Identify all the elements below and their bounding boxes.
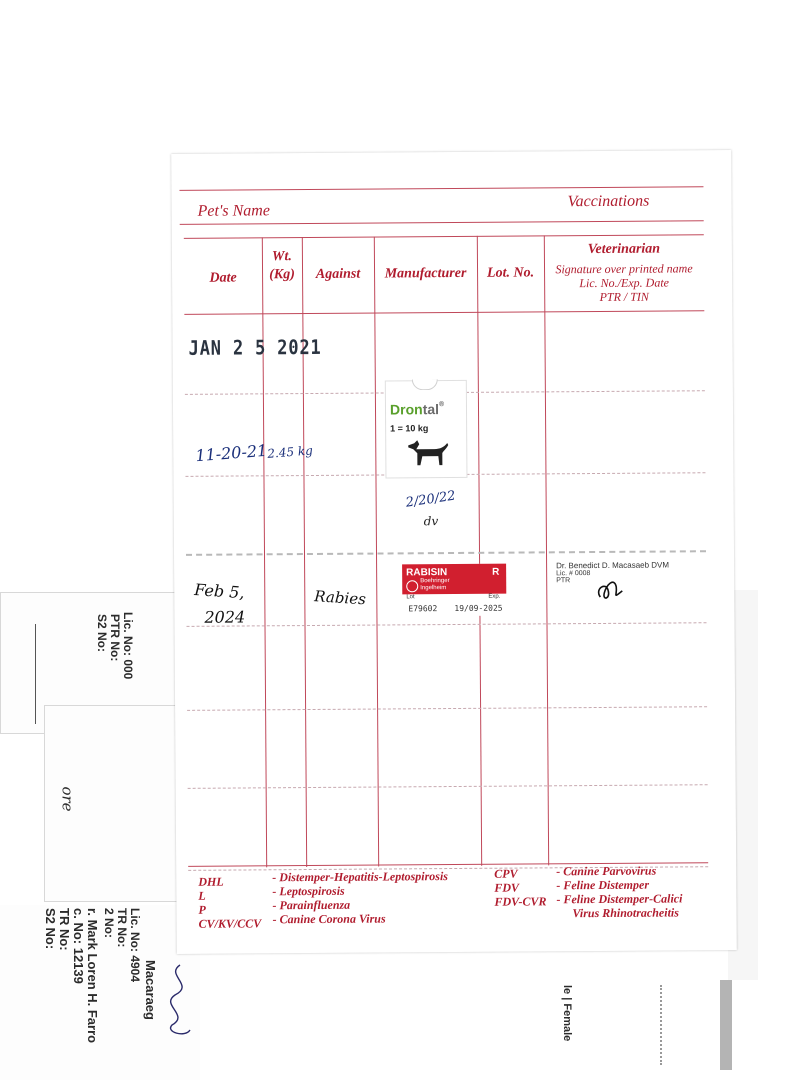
rabisin-lot-label: Lot bbox=[406, 594, 415, 601]
legend-left-abbr-2: P bbox=[198, 902, 206, 917]
row4-date-line1: Feb 5, bbox=[193, 580, 246, 603]
rabisin-reg: R bbox=[492, 566, 500, 578]
vet-stamp bbox=[556, 560, 670, 602]
left-receipt-text-1: Lic. No: 000 bbox=[121, 612, 135, 680]
legend-left-desc-0: - Distemper-Hepatitis-Leptospirosis bbox=[272, 869, 448, 885]
legend-right-abbr-2: FDV-CVR bbox=[494, 894, 547, 909]
drontal-brand-grey: tal bbox=[422, 401, 440, 418]
left-receipt-text-2: PTR No: bbox=[108, 614, 122, 662]
rabisin-lot-value: E79602 bbox=[408, 604, 438, 614]
drontal-reg: ® bbox=[438, 401, 445, 409]
vet-stamp-ptr: PTR bbox=[556, 577, 571, 585]
legend-right-abbr-0: CPV bbox=[494, 866, 518, 881]
header-vet-line1: Signature over printed name bbox=[555, 261, 693, 277]
vet-tr-line: TR No: bbox=[57, 908, 72, 951]
header-top-rule bbox=[179, 186, 703, 191]
vet-signature-icon bbox=[592, 571, 632, 605]
legend-left-desc-2: - Parainfluenza bbox=[272, 897, 351, 913]
signature-scribble-icon bbox=[160, 960, 200, 1040]
header-veterinarian: Veterinarian bbox=[587, 241, 661, 258]
header-date: Date bbox=[209, 270, 237, 286]
legend-left-desc-3: - Canine Corona Virus bbox=[272, 911, 386, 927]
row2-date-handwritten: 11-20-21 bbox=[194, 440, 268, 466]
boehringer-logo-icon bbox=[406, 580, 418, 592]
vet-lic-line: c. No: 12139 bbox=[71, 908, 86, 984]
drontal-sticker bbox=[385, 380, 468, 479]
bottom-receipt-text-3: 2 No: bbox=[102, 908, 116, 938]
legend-left-abbr-0: DHL bbox=[198, 874, 224, 889]
legend-right-abbr-1: FDV bbox=[494, 880, 520, 895]
drontal-brand-green: Dron bbox=[389, 401, 423, 418]
row4-date-line2: 2024 bbox=[204, 607, 246, 627]
date-stamp: JAN 2 5 2021 bbox=[188, 334, 322, 360]
header-kg: (Kg) bbox=[269, 267, 295, 283]
vet-stamp-name: Dr. Benedict D. Macasaeb DVM bbox=[556, 560, 670, 571]
header-against: Against bbox=[315, 266, 361, 282]
rabisin-maker1: Boehringer bbox=[420, 578, 450, 585]
left-receipt-line bbox=[35, 624, 37, 724]
pets-name-label: Pet's Name bbox=[197, 202, 270, 220]
bottom-receipt-text-1: Lic. No: 4904 bbox=[128, 908, 142, 983]
rabisin-exp-value: 19/09-2025 bbox=[454, 603, 503, 613]
vaccination-card bbox=[171, 150, 737, 954]
rabisin-exp-label: Exp. bbox=[488, 593, 501, 600]
header-vet-line2: Lic. No./Exp. Date bbox=[579, 275, 670, 291]
rabisin-brand: RABISIN bbox=[406, 567, 448, 579]
drontal-dose: 1 = 10 kg bbox=[390, 423, 429, 434]
legend-left-desc-1: - Leptospirosis bbox=[272, 883, 345, 899]
vet-s2-line: S2 No: bbox=[43, 908, 58, 950]
vaccinations-label: Vaccinations bbox=[567, 192, 650, 211]
legend-left-abbr-1: L bbox=[198, 888, 206, 903]
header-mid-rule bbox=[180, 220, 704, 225]
bottom-receipt-text-2: TR No: bbox=[115, 908, 129, 948]
row4-against-handwritten: Rabies bbox=[313, 587, 367, 609]
header-wt: Wt. bbox=[271, 249, 292, 265]
legend-right-desc-3: Virus Rhinotracheitis bbox=[572, 905, 679, 921]
row3-note-handwritten: 2/20/22 bbox=[404, 488, 457, 511]
row3-initials-handwritten: dv bbox=[423, 514, 439, 529]
legend-right-desc-1: - Feline Distemper bbox=[556, 877, 650, 893]
legend-right-desc-2: - Feline Distemper-Calici bbox=[556, 891, 683, 907]
macaraeg-text: Macaraeg bbox=[143, 960, 158, 1020]
legend-left-abbr-3: CV/KV/CCV bbox=[198, 916, 262, 931]
rabisin-sticker bbox=[402, 564, 506, 617]
row2-weight-handwritten: 2.45 kg bbox=[266, 443, 314, 461]
dog-icon bbox=[404, 437, 450, 469]
right-bottom-scraps bbox=[600, 975, 750, 1075]
vet-name-line: r. Mark Loren H. Farro bbox=[85, 908, 100, 1044]
header-vet-line3: PTR / TIN bbox=[599, 289, 649, 304]
header-lot: Lot. No. bbox=[486, 265, 535, 281]
vet-stamp-lic: Lic. # 0008 bbox=[556, 570, 591, 578]
female-label: le | Female bbox=[561, 985, 573, 1042]
legend-right-desc-0: - Canine Parvovirus bbox=[556, 863, 657, 879]
rabisin-maker2: Ingelheim bbox=[420, 585, 447, 592]
doodle-text: ore bbox=[58, 786, 77, 812]
left-receipt-text-3: S2 No: bbox=[95, 614, 109, 653]
header-manufacturer: Manufacturer bbox=[384, 265, 467, 282]
